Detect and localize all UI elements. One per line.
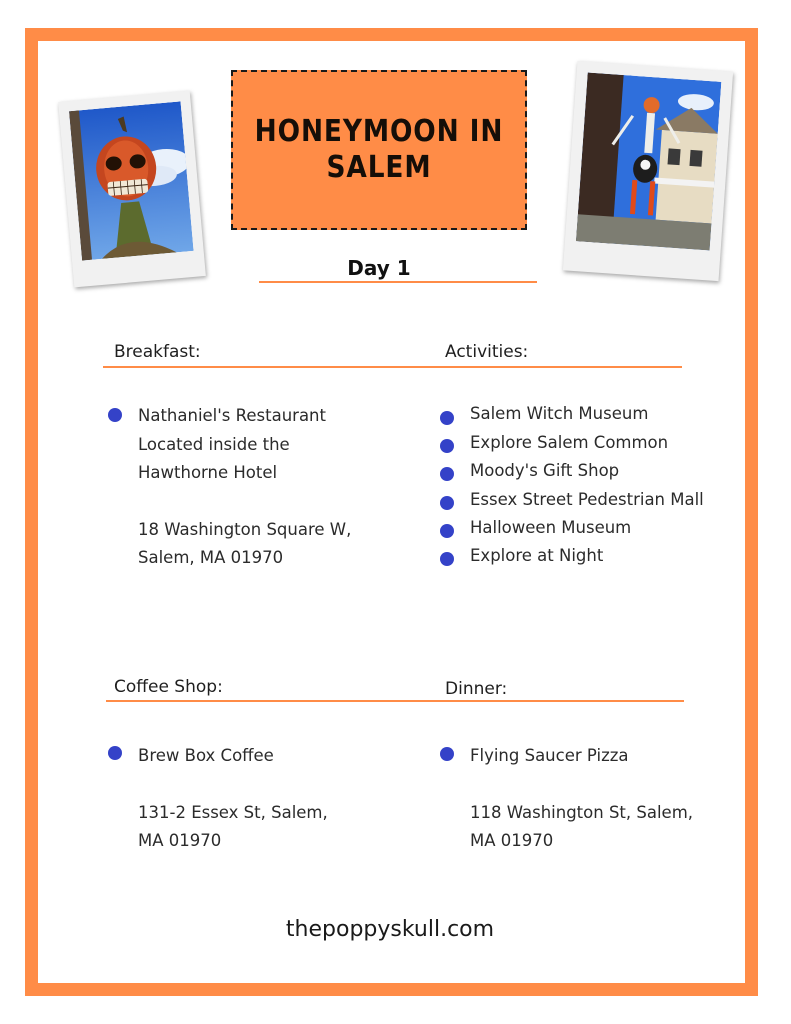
breakfast-heading: Breakfast: — [114, 342, 201, 362]
coffee-name: Brew Box Coffee — [138, 746, 274, 765]
activity-item: Salem Witch Museum — [470, 404, 649, 423]
bullet-icon — [108, 746, 122, 760]
coffee-address-2: MA 01970 — [138, 831, 222, 850]
bullet-icon — [440, 524, 454, 538]
bullet-icon — [440, 439, 454, 453]
dinner-rule — [408, 700, 684, 702]
day-label: Day 1 — [347, 256, 411, 280]
bullet-icon — [440, 467, 454, 481]
activities-rule — [408, 366, 682, 368]
activity-item: Explore at Night — [470, 546, 604, 565]
page-title: HONEYMOON IN SALEM — [254, 114, 504, 185]
skeleton-house-photo — [576, 73, 721, 251]
breakfast-name: Nathaniel's Restaurant — [138, 406, 326, 425]
pumpkin-skeleton-photo — [69, 101, 194, 260]
activity-item: Moody's Gift Shop — [470, 461, 620, 480]
coffee-heading: Coffee Shop: — [114, 677, 223, 697]
title-banner — [231, 70, 527, 230]
breakfast-address-1: 18 Washington Square W, — [138, 520, 352, 539]
breakfast-detail-1: Located inside the — [138, 435, 290, 454]
dinner-heading: Dinner: — [445, 679, 508, 699]
activity-item: Halloween Museum — [470, 518, 632, 537]
coffee-address-1: 131-2 Essex St, Salem, — [138, 803, 328, 822]
activity-item: Essex Street Pedestrian Mall — [470, 490, 704, 509]
bullet-icon — [440, 496, 454, 510]
dinner-address-1: 118 Washington St, Salem, — [470, 803, 694, 822]
dinner-address-2: MA 01970 — [470, 831, 554, 850]
breakfast-address-2: Salem, MA 01970 — [138, 548, 284, 567]
bullet-icon — [440, 552, 454, 566]
activities-heading: Activities: — [445, 342, 529, 362]
breakfast-detail-2: Hawthorne Hotel — [138, 463, 278, 482]
activity-item: Explore Salem Common — [470, 433, 669, 452]
dinner-name: Flying Saucer Pizza — [470, 746, 629, 765]
day-underline — [259, 281, 537, 283]
breakfast-rule — [103, 366, 408, 368]
polaroid-photo-left — [58, 91, 206, 288]
bullet-icon — [440, 411, 454, 425]
footer-website: thepoppyskull.com — [285, 917, 495, 942]
coffee-rule — [106, 700, 408, 702]
bullet-icon — [440, 747, 454, 761]
polaroid-photo-right — [563, 61, 733, 281]
bullet-icon — [108, 408, 122, 422]
